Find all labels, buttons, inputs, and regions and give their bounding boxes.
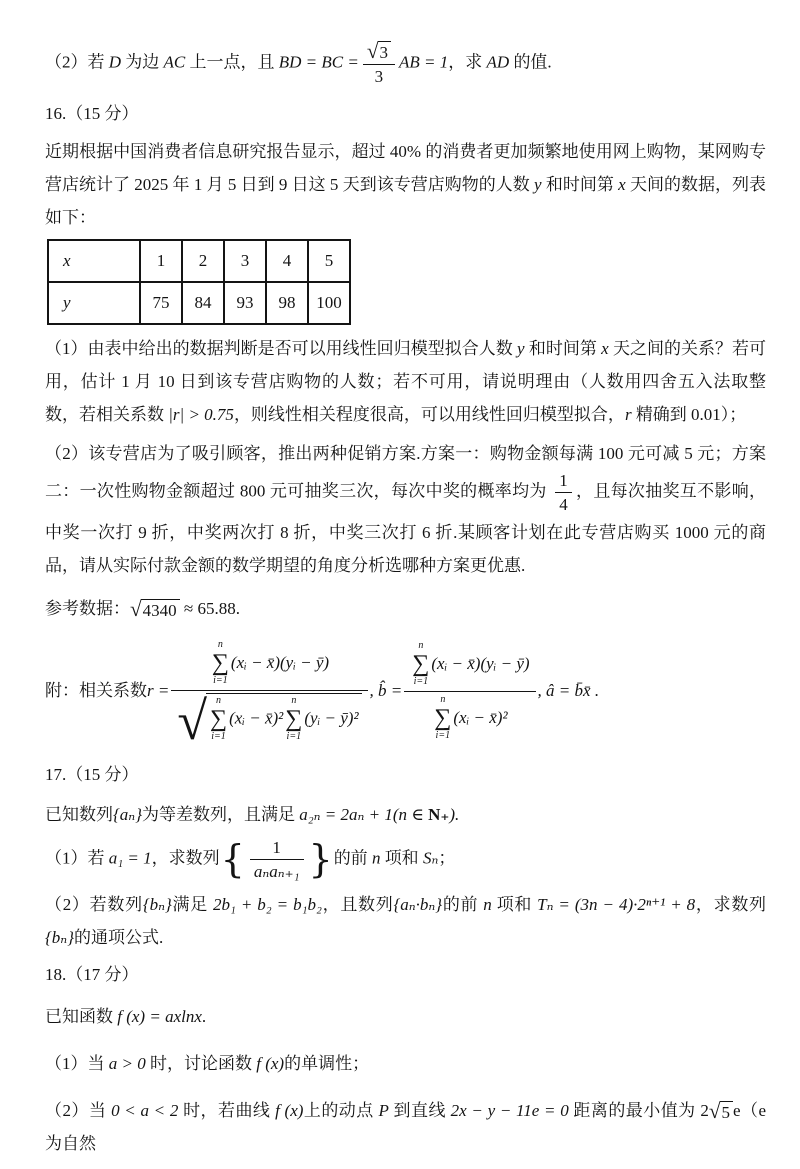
q18-sub1-text-3: 的单调性； <box>284 1054 370 1074</box>
fraction-denominator: 4 <box>559 495 568 515</box>
q15-part2 <box>45 40 766 87</box>
q17-seq-anbn: {aₙ·bₙ} <box>393 895 443 915</box>
q16-sub1-var-y: y <box>517 339 525 359</box>
formula-bhat-equals: , b̂ = <box>369 681 403 701</box>
sum-upper-limit: n <box>291 694 297 706</box>
q18-sub1-text-2: 时，讨论函数 <box>145 1054 257 1074</box>
table-cell: 5 <box>308 240 350 282</box>
fraction-1-over-anan1 <box>250 837 304 883</box>
sum-upper-limit: n <box>216 694 222 706</box>
q16-sub2 <box>45 437 766 582</box>
sqrt-radicand: 4340 <box>141 599 180 621</box>
table-cell: 2 <box>182 240 224 282</box>
q18-sub2-text-6: （e 为自然 <box>45 1101 767 1154</box>
q16-sub1-text-2: 和时间第 <box>524 339 602 359</box>
q16-refdata-label: 参考数据： <box>45 598 130 618</box>
formula-num-expression: (xᵢ − x̄)(yᵢ − ȳ) <box>431 654 530 674</box>
sqrt-radicand: 3 <box>378 41 392 63</box>
fraction-sqrt3-over-3 <box>363 40 395 87</box>
q18-sub1-text-1: （1）当 <box>45 1054 109 1074</box>
formula-r-numerator <box>171 637 367 691</box>
summation-symbol <box>412 640 429 689</box>
q17-var-Sn: Sₙ <box>422 848 439 868</box>
q18-sub2-text-4: 到直线 <box>388 1101 451 1121</box>
table-cell: 100 <box>308 282 350 324</box>
formula-den-expression-1: (xᵢ − x̄)² <box>229 708 284 728</box>
table-cell: 98 <box>266 282 308 324</box>
q17-sub1-text-5: ； <box>438 848 456 868</box>
table-row-y <box>48 282 350 324</box>
q16-sub1 <box>45 332 766 431</box>
q18-heading <box>45 960 766 990</box>
q15-text-1: （2）若 <box>45 52 109 72</box>
formula-bhat-numerator <box>404 638 535 692</box>
q17-seq-an: {aₙ} <box>113 804 142 824</box>
sum-lower-limit: i=1 <box>213 675 228 687</box>
fraction-1-over-4 <box>555 470 572 516</box>
sqrt-3 <box>367 41 391 63</box>
formula-bhat-fraction <box>404 638 535 745</box>
q17-heading-text: 17.（15 分） <box>45 764 139 784</box>
q17-intro-text-2: 为等差数列，且满足 <box>142 804 300 824</box>
summation-symbol <box>285 695 302 744</box>
q16-sub1-text-1: （1）由表中给出的数据判断是否可以用线性回归模型拟合人数 <box>45 339 518 359</box>
q17-sub2-text-3: ，且数列 <box>321 895 394 915</box>
q16-heading <box>45 99 766 129</box>
q18-fx: f (x) <box>256 1054 285 1074</box>
formula-bhat-denominator <box>404 692 535 745</box>
q15-text-5: 的值. <box>509 52 552 72</box>
q18-intro-text-1: 已知函数 <box>45 1007 118 1027</box>
q16-sub1-abs-r-condition: |r| > 0.75 <box>168 405 234 425</box>
table-cell: 93 <box>224 282 266 324</box>
formula-num-expression: (xᵢ − x̄)(yᵢ − ȳ) <box>230 653 330 673</box>
sum-sigma: ∑ <box>211 650 229 677</box>
q16-sub2-text-1: （2）该专营店为了吸引顾客，推出两种促销方案.方案一：购物金额每满 100 元可减 5 元；方案二：一次性购物金额超过 800 元可抽奖三次，每次中奖的概率均为 <box>45 444 766 501</box>
q17-sub1 <box>45 837 766 883</box>
q17-nset: N₊ <box>428 804 450 824</box>
left-curly-brace: { <box>220 837 245 882</box>
q17-sub2-text-6: ，求数列 <box>695 895 767 915</box>
q15-text-3: 上一点，且 <box>185 52 279 72</box>
q18-var-P: P <box>378 1101 389 1121</box>
q17-recurrence-close: ). <box>449 804 460 824</box>
q16-sub2-text-2: ，且每次抽奖互不影响，中奖一次打 9 折，中奖两次打 8 折，中奖三次打 6 折.某顾客计划在此专营店购买 1000 元的商品，请从实际付款金额的数学期望的角度分析选哪种方案更优惠. <box>45 481 767 575</box>
sqrt-4340 <box>130 596 180 621</box>
q18-heading-text: 18.（17 分） <box>45 965 139 985</box>
q16-data-table <box>47 239 351 325</box>
q17-sub1-text-1: （1）若 <box>45 848 109 868</box>
q17-seq-bn-2: {bₙ} <box>45 928 74 948</box>
q16-heading-text: 16.（15 分） <box>45 104 139 124</box>
table-cell: 4 <box>266 240 308 282</box>
formula-r-equals: r = <box>147 681 170 701</box>
q18-intro-text-2: . <box>201 1007 207 1027</box>
q18-sub2-text-1: （2）当 <box>45 1101 112 1121</box>
q16-intro-text-1: 近期根据中国消费者信息研究报告显示，超过 40% 的消费者更加频繁地使用网上购物，某网购专营店统计了 2025 年 1 月 5 日到 9 日这 5 天到该专营店购物的人数 <box>45 142 766 195</box>
sum-lower-limit: i=1 <box>413 676 429 688</box>
sum-lower-limit: i=1 <box>211 731 226 743</box>
sum-sigma: ∑ <box>285 706 303 733</box>
q17-sub2 <box>45 888 766 954</box>
fraction-denominator: 3 <box>374 66 384 86</box>
q16-reference-data <box>45 592 766 625</box>
q18-a-positive: a > 0 <box>108 1054 146 1074</box>
q15-eq-BD-BC: BD = BC = <box>278 52 359 72</box>
q18-function-def: f (x) = axlnx <box>117 1007 202 1027</box>
q18-sub2-text-2: 时，若曲线 <box>178 1101 276 1121</box>
q18-fx-2: f (x) <box>275 1101 304 1121</box>
q17-sub1-text-4: 项和 <box>380 848 423 868</box>
fraction-numerator: 1 <box>250 837 304 860</box>
sum-upper-limit: n <box>217 638 223 650</box>
fraction-numerator: 1 <box>555 470 572 493</box>
q16-intro-text-3: 天间的数据，列表如下： <box>45 175 767 228</box>
q17-b-condition: 2b₁ + b₂ = b₁b₂ <box>212 895 322 915</box>
formula-prefix: 附：相关系数 <box>45 681 147 701</box>
summation-symbol <box>210 695 227 744</box>
q18-a-range: 0 < a < 2 <box>111 1101 179 1121</box>
q17-sub2-text-4: 的前 <box>442 895 484 915</box>
q18-coefficient-2: 2 <box>700 1101 709 1121</box>
fraction-denominator: aₙaₙ₊₁ <box>253 861 300 881</box>
q16-intro <box>45 135 766 234</box>
q18-sub2 <box>45 1094 766 1160</box>
q16-sub1-text-5: 精确到 0.01）； <box>631 405 747 425</box>
q16-refdata-approx: ≈ 65.88. <box>179 598 241 618</box>
table-cell: 3 <box>224 240 266 282</box>
q17-sub2-text-5: 项和 <box>491 895 538 915</box>
q15-text-4: ，求 <box>448 52 487 72</box>
summation-symbol <box>434 694 451 743</box>
q15-var-D: D <box>108 52 122 72</box>
q17-heading <box>45 760 766 790</box>
sum-lower-limit: i=1 <box>435 730 451 742</box>
radical-sign: √ <box>366 39 379 64</box>
table-cell: 75 <box>140 282 182 324</box>
formula-den-expression-2: (yᵢ − ȳ)² <box>304 708 359 728</box>
table-cell-y-label: y <box>48 282 140 324</box>
q17-intro <box>45 798 766 831</box>
q15-var-AD: AD <box>486 52 510 72</box>
q17-recurrence: a₂ₙ = 2aₙ + 1(n ∈ <box>299 804 429 824</box>
table-row-x <box>48 240 350 282</box>
q16-var-y: y <box>534 175 542 195</box>
q17-Tn-formula: Tₙ = (3n − 4)·2ⁿ⁺¹ + 8 <box>537 895 696 915</box>
q17-sub1-text-3: 的前 <box>333 848 372 868</box>
formula-den-expression-1: (xᵢ − x̄)² <box>453 708 508 728</box>
table-cell: 84 <box>182 282 224 324</box>
summation-symbol <box>212 639 229 688</box>
q17-var-n2: n <box>483 895 492 915</box>
q18-intro <box>45 1000 766 1033</box>
q16-sub1-text-4: ，则线性相关程度很高，可以用线性回归模型拟合， <box>233 405 625 425</box>
q17-seq-bn: {bₙ} <box>142 895 172 915</box>
sum-sigma: ∑ <box>412 651 430 678</box>
q17-intro-text-1: 已知数列 <box>45 804 113 824</box>
q15-var-AC: AC <box>163 52 186 72</box>
q15-text-2: 为边 <box>121 52 164 72</box>
q18-sub2-text-3: 上的动点 <box>303 1101 379 1121</box>
sqrt-of-sums <box>177 690 361 751</box>
radical-sign: √ <box>708 1099 721 1124</box>
sum-upper-limit: n <box>440 693 446 705</box>
sum-sigma: ∑ <box>209 706 228 733</box>
formula-r-denominator <box>171 690 367 751</box>
sum-lower-limit: i=1 <box>286 731 302 743</box>
q18-sub1 <box>45 1047 766 1080</box>
q15-eq-AB-1: AB = 1 <box>399 52 449 72</box>
formula-r-fraction <box>171 637 367 751</box>
q17-sub2-text-7: 的通项公式. <box>74 928 164 948</box>
q17-sub2-text-1: （2）若数列 <box>45 895 143 915</box>
table-cell-x-label: x <box>48 240 140 282</box>
q16-sub1-var-r: r <box>624 405 632 425</box>
q16-sub1-var-x: x <box>601 339 609 359</box>
sqrt-radicand <box>206 693 362 744</box>
q18-sub2-text-5: 距离的最小值为 <box>568 1101 701 1121</box>
radical-sign: √ <box>130 596 142 621</box>
q18-line-equation: 2x − y − 11e = 0 <box>450 1101 569 1121</box>
sqrt-radicand: 5 <box>720 1101 734 1123</box>
q18-euler-e: e <box>733 1101 741 1121</box>
sum-sigma: ∑ <box>434 705 452 732</box>
sqrt-5 <box>709 1101 733 1123</box>
q16-var-x: x <box>618 175 626 195</box>
sum-upper-limit: n <box>418 639 424 651</box>
radical-sign: √ <box>177 690 207 751</box>
q16-correlation-formula <box>45 637 766 751</box>
q16-intro-text-2: 和时间第 <box>541 175 619 195</box>
q17-sub1-text-2: ，求数列 <box>151 848 220 868</box>
q17-sub2-text-2: 满足 <box>171 895 213 915</box>
table-cell: 1 <box>140 240 182 282</box>
q17-a1-equals-1: a₁ = 1 <box>108 848 152 868</box>
right-curly-brace: } <box>308 837 333 882</box>
q16-sub1-text-3: 天之间的关系？若可用，估计 1 月 10 日到该专营店购物的人数；若不可用，请说明理由（人数用四舍五入法取整数，若相关系数 <box>45 339 767 425</box>
q17-var-n: n <box>371 848 381 868</box>
formula-ahat-equals: , â = b̄x̄ . <box>537 681 600 701</box>
